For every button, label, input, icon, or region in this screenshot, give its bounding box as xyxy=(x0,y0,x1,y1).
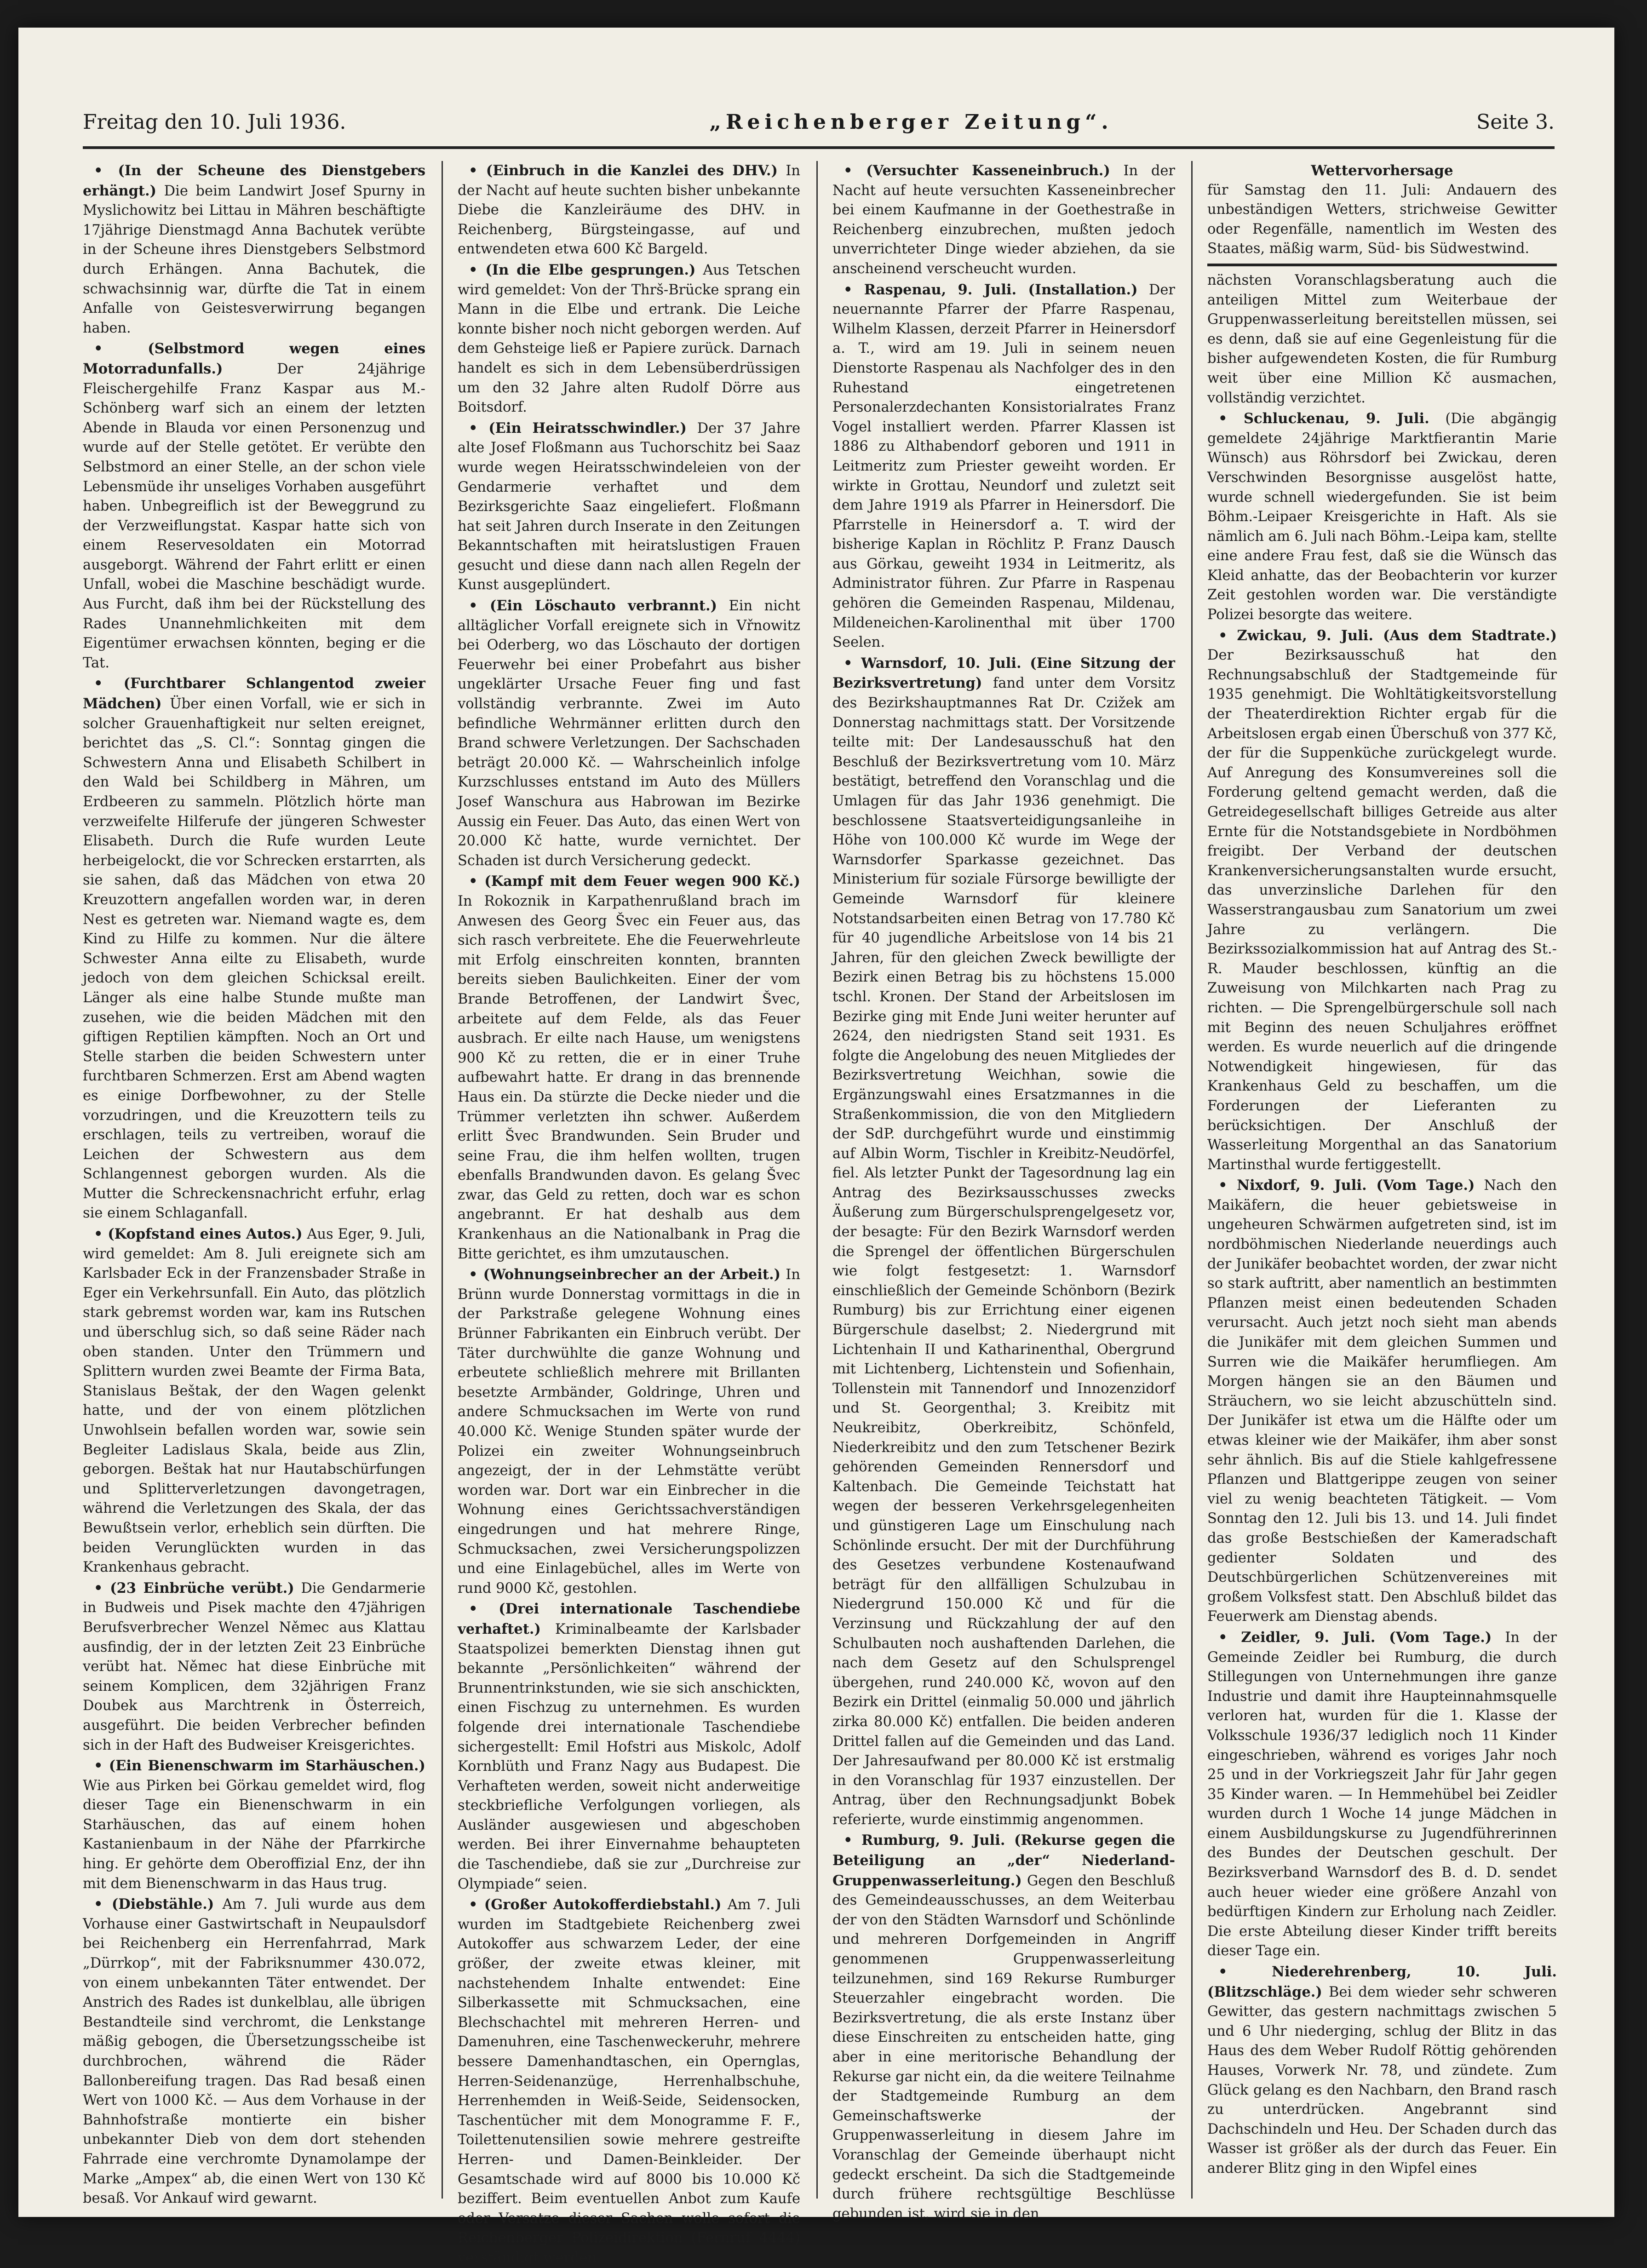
article-heading: • Zeidler, 9. Juli. (Vom Tage.) xyxy=(1218,1629,1492,1646)
news-article xyxy=(1207,1176,1557,1627)
news-article xyxy=(83,674,425,1223)
column-1 xyxy=(83,161,426,2207)
header-rule xyxy=(83,146,1555,149)
article-heading: • (Wohnungseinbrecher an der Arbeit.) xyxy=(469,1266,781,1283)
article-body: Der 37 Jahre alte Josef Floßmann aus Tuchorschitz bei Saaz wurde wegen Heiratsschwindeleien von der Gendarmerie verhaftet und dem Bezirksgerichte Saaz eingeliefert. Floßmann hat seit Jahren durch Inserate in den Zeitungen Bekanntschaften mit heiratslustigen Frauen gesucht und diese dann nach allen Regeln der Kunst ausgeplündert. xyxy=(458,420,801,593)
column-divider xyxy=(442,161,443,2199)
article-body: In der Gemeinde Zeidler bei Rumburg, die durch Stillegungen von Unternehmungen ihre ganze Industrie und damit ihre Haupteinnahmsquelle verloren hat, wurden für die 1. Klasse der Volksschule 1936/37 lediglich noch 11 Kinder eingeschrieben, während es voriges Jahr noch 25 und in der Vorkriegszeit Jahr für Jahr gegen 35 Kinder waren. — In Hemmehübel bei Zeidler wurden durch 1 Woche 14 junge Mädchen in einem Ausbildungskurse zu Jugendführerinnen des Bundes der Deutschen geschult. Der Bezirksverband Warnsdorf des B. d. D. sendet auch heuer wieder eine größere Anzahl von bedürftigen Kindern zur Erholung nach Zeidler. Die erste Abteilung dieser Kinder trifft bereits dieser Tage ein. xyxy=(1207,1629,1557,1959)
article-heading: • (In die Elbe gesprungen.) xyxy=(469,261,696,278)
article-body: Über einen Vorfall, wie er sich in solcher Grauenhaftigkeit nur selten ereignet, berichtet das „S. Cl.“: Sonntag gingen die Schwestern Anna und Elisabeth Schilbert in den Wald bei Schildberg in Mähren, um Erdbeeren zu sammeln. Plötzlich hörte man verzweifelte Hilferufe der jüngeren Schwester Elisabeth. Durch die Rufe wurden Leute herbeigelockt, die vor Schrecken erstarrten, als sie sahen, daß das Mädchen von etwa 20 Kreuzottern angefallen worden war, in deren Nest es getreten war. Niemand wagte es, dem Kind zu Hilfe zu kommen. Nur die ältere Schwester Anna eilte zu Elisabeth, wurde jedoch von dem gleichen Schicksal ereilt. Länger als eine halbe Stunde mußte man zusehen, wie die beiden Mädchen mit den giftigen Reptilien kämpften. Noch an Ort und Stelle starben die beiden Schwestern unter furchtbaren Schmerzen. Erst am Abend wagten es einige Dorfbewohner, zu der Stelle vorzudringen, und die Kreuzottern teils zu erschlagen, teils zu vertreiben, worauf die Leichen der Schwestern aus dem Schlangennest geborgen wurden. Als die Mutter die Schreckensnachricht erfuhr, erlag sie einem Schlaganfall. xyxy=(83,696,425,1222)
column-4 xyxy=(1207,161,1557,2199)
newspaper-title: „Reichenberger Zeitung“. xyxy=(709,110,1113,134)
article-heading: • (23 Einbrüche verübt.) xyxy=(94,1579,294,1596)
article-body: In der Nacht auf heute versuchten Kasseneinbrecher bei einem Kaufmanne in der Goethestraße in Reichenberg einzubrechen, mußten jedoch unverrichteter Dinge wieder abziehen, da sie anscheinend verscheucht wurden. xyxy=(832,163,1175,277)
news-article xyxy=(832,654,1175,1830)
article-body: Der Bezirksausschuß hat den Rechnungsabschluß der Stadtgemeinde für 1935 genehmigt. Die Wohltätigkeitsvorstellung der Theaterdirektion Richter ergab für die Arbeitslosen ergab einen Überschuß von 377 Kč, der für die Suppenküche zurückgelegt wurde. Auf Anregung des Konsumvereines soll die Forderung geltend gemacht werden, daß die Getreidegesellschaft billiges Getreide aus alter Ernte für die Notstandsgebiete in Nordböhmen freigibt. Der Verband der deutschen Krankenversicherungsanstalten wurde ersucht, das unverzinsliche Darlehen für den Wasserstrangausbau zum Sanatorium um zwei Jahre zu verlängern. Die Bezirkssozialkommission hat auf Antrag des St.-R. Mauder beschlossen, künftig an die Zuweisung von Milchkarten nach Prag zu richten. — Die Sprengelbürgerschule soll nach mit Beginn des neuen Schuljahres eröffnet werden. Es wurde neuerlich auf die dringende Notwendigkeit hingewiesen, für das Krankenhaus Geld zu beschaffen, um die Forderungen der Lieferanten zu berücksichtigen. Der Anschluß der Wasserleitung Morgenthal an das Sanatorium Martinsthal wurde fertiggestellt. xyxy=(1207,647,1557,1173)
newspaper-page xyxy=(18,28,1614,2266)
article-heading: • (Ein Heiratsschwindler.) xyxy=(469,419,687,436)
article-body: In Rokoznik in Karpathenrußland brach im Anwesen des Georg Švec ein Feuer aus, das sich rasch verbreitete. Ehe die Feuerwehrleute mit Erfolg einschreiten konnten, brannten bereits sieben Baulichkeiten. Einer der vom Brande Betroffenen, der Landwirt Švec, arbeitete auf dem Felde, als das Feuer ausbrach. Er eilte nach Hause, um wenigstens 900 Kč zu retten, die er in einer Truhe aufbewahrt hatte. Er drang in das brennende Haus ein. Da stürzte die Decke nieder und die Trümmer verletzten ihn schwer. Außerdem erlitt Švec Brandwunden. Sein Bruder und seine Frau, die ihm helfen wollten, trugen ebenfalls Brandwunden davon. Es gelang Švec zwar, das Geld zu retten, doch war es schon angebrannt. Er hat deshalb aus dem Krankenhaus an die Nationalbank in Prag die Bitte gerichtet, es ihm umzutauschen. xyxy=(458,893,800,1262)
weather-rule xyxy=(1207,264,1557,266)
page-number: Seite 3. xyxy=(1476,110,1555,134)
column-3 xyxy=(832,161,1175,2222)
news-article xyxy=(458,161,800,259)
article-heading: • (Diebstähle.) xyxy=(94,1896,214,1913)
article-body: Bei dem wieder sehr schweren Gewitter, das gestern nachmittags zwischen 5 und 6 Uhr niederging, schlug der Blitz in das Haus des dem Weber Rudolf Röttig gehörenden Hauses, Vorwerk Nr. 78, und zündete. Zum Glück gelang es den Nachbarn, den Brand rasch zu unterdrücken. Angebrannt sind Dachschindeln und Heu. Der Schaden durch das Wasser ist größer als der durch das Feuer. Ein anderer Blitz ging in den Wipfel eines xyxy=(1207,1984,1557,2176)
article-heading: • (Selbstmord wegen eines Motorradunfalls.) xyxy=(83,340,425,377)
news-article xyxy=(1207,1962,1557,2179)
article-heading: • Warnsdorf, 10. Juli. (Eine Sitzung der Bezirksvertretung) xyxy=(832,655,1175,692)
news-article xyxy=(458,1895,800,2268)
news-article xyxy=(458,596,800,871)
article-body: Am 7. Juli wurden im Stadtgebiete Reichenberg zwei Autokoffer aus schwarzem Leder, der eine größer, der zweite etwas kleiner, mit nachstehendem Inhalte entwendet: Eine Silberkassette mit Schmucksachen, eine Blechschachtel mit mehreren Herren- und Damenuhren, eine Taschenweckeruhr, mehrere bessere Damenhandtaschen, ein Opernglas, Herren-Seidenanzüge, Herrenhalbschuhe, Herrenhemden in Weiß-Seide, Seidensocken, Taschentücher mit dem Monogramme F. F., Toilettenutensilien sowie mehrere gestreifte Herren- und Damen-Beinkleider. Der Gesamtschade wird auf 8000 bis 10.000 Kč beziffert. Beim eventuellen Anbot zum Kaufe oder Versatze dieser Sachen wolle sofort die Reichenberger Polizeidirektion (Fernruf 4444) verständigt werden. xyxy=(458,1897,800,2266)
news-article xyxy=(458,1265,800,1598)
news-article xyxy=(83,1756,425,1894)
news-article xyxy=(83,1579,425,1755)
news-article xyxy=(458,872,800,1264)
article-heading: • (Großer Autokofferdiebstahl.) xyxy=(469,1896,722,1913)
article-heading: • (In der Scheune des Dienstgebers erhängt.) xyxy=(83,162,425,199)
column-divider xyxy=(816,161,818,2199)
article-body: In der Nacht auf heute suchten bisher unbekannte Diebe die Kanzleiräume des DHV. in Reichenberg, Bürgsteingasse, auf und entwendeten etwa 600 Kč Bargeld. xyxy=(458,163,801,258)
page-header xyxy=(83,103,1555,140)
news-article xyxy=(458,419,800,595)
article-heading: • (Einbruch in die Kanzlei des DHV.) xyxy=(469,162,778,179)
article-body: (Die abgängig gemeldete 24jährige Marktfierantin Marie Wünsch) aus Röhrsdorf bei Zwickau, deren Verschwinden Besorgnisse ausgelöst hatte, wurde schnell wiedergefunden. Sie ist beim Böhm.-Leipaer Kreisgerichte in Haft. Als sie nämlich am 6. Juli nach Böhm.-Leipa kam, stellte eine andere Frau fest, daß sie die Wünsch das Kleid anhatte, das der Beobachterin vor kurzer Zeit gestohlen worden war. Die verständigte Polizei besorgte das weitere. xyxy=(1207,411,1557,623)
article-body: Die Gendarmerie in Budweis und Pisek machte den 47jährigen Berufsverbrecher Wenzel Němec aus Klattau ausfindig, der in der letzten Zeit 23 Einbrüche verübt hat. Němec hat diese Einbrüche mit seinem Komplicen, dem 32jährigen Franz Doubek aus Marchtrenk in Österreich, ausgeführt. Die beiden Verbrecher befinden sich in der Haft des Budweiser Kreisgerichtes. xyxy=(83,1580,425,1753)
news-article xyxy=(458,1599,800,1894)
article-heading: • Schluckenau, 9. Juli. xyxy=(1218,410,1429,427)
article-body: fand unter dem Vorsitz des Bezirkshauptmannes Rat Dr. Czižek am Donnerstag nachmittags statt. Der Vorsitzende teilte mit: Der Landesausschuß hat den Beschluß der Bezirksvertretung vom 10. März bestätigt, betreffend den Voranschlag und die Umlagen für das Jahr 1936 genehmigt. Die beschlossene Staatsverteidigungsanleihe in Höhe von 100.000 Kč wurde im Wege der Warnsdorfer Sparkasse gezeichnet. Das Ministerium für soziale Fürsorge bewilligte der Gemeinde Warnsdorf für kleinere Notstandsarbeiten einen Betrag von 17.780 Kč für 40 jugendliche Arbeitslose von 14 bis 21 Jahren, für den gleichen Zweck bewilligte der Bezirk einen Betrag bis zu höchstens 15.000 tschl. Kronen. Der Stand der Arbeitslosen im Bezirke ging mit Ende Juni weiter herunter auf 2624, den niedrigsten Stand seit 1931. Es folgte die Angelobung des neuen Mitgliedes der Bezirksvertretung Weichhan, sowie die Ergänzungswahl eines Ersatzmannes in die Straßenkommission, die von den Mitgliedern der SdP. durchgeführt wurde und einstimmig auf Albin Worm, Tischler in Kreibitz-Neudörfel, fiel. Als letzter Punkt der Tagesordnung lag ein Antrag des Bezirksausschusses zwecks Äußerung zum Bürgerschulsprengelgesetz vor, der besagte: Für den Bezirk Warnsdorf werden die Sprengel der öffentlichen Bürgerschulen wie folgt festgesetzt: 1. Warnsdorf einschließlich der Gemeinde Schönborn (Bezirk Rumburg) bis zur Errichtung einer eigenen Bürgerschule daselbst; 2. Niedergrund mit Lichtenhain II und Katharinenthal, Obergrund mit Lichtenberg, Lichtenstein und Sofienhain, Tollenstein mit Tannendorf und Innozenzidorf und St. Georgenthal; 3. Kreibitz mit Neukreibitz, Oberkreibitz, Schönfeld, Niederkreibitz und den zum Tetschener Bezirk gehörenden Gemeinden Rennersdorf und Kaltenbach. Die Gemeinde Teichstatt hat wegen der besseren Verkehrsgelegenheiten und günstigeren Lage um Einschulung nach Schönlinde ersucht. Der mit der Durchführung des Gesetzes verbundene Kostenaufwand beträgt für den allfälligen Schulzubau in Niedergrund 150.000 Kč und für die Verzinsung und Rückzahlung der auf den Schulbauten noch aushaftenden Darlehen, die nach dem Gesetz auf den Schulsprengel übergehen, rund 240.000 Kč, wovon auf den Bezirk ein Drittel (einmalig 50.000 und jährlich zirka 80.000 Kč) entfallen. Die beiden anderen Drittel fallen auf die Gemeinden und das Land. Der Jahresaufwand per 80.000 Kč ist erstmalig in den Voranschlag für 1937 einzustellen. Der Antrag, über den Rechnungsadjunkt Bobek referierte, wurde einstimmig angenommen. xyxy=(832,675,1175,1828)
article-continuation: nächsten Voranschlagsberatung auch die anteiligen Mittel zum Weiterbaue der Gruppenwasserleitung bereitstellen müssen, sei es denn, daß sie auf eine Gegenleistung für die bisher aufgewendeten Kosten, die für Rumburg weit über eine Million Kč ausmachen, vollständig verzichtet. xyxy=(1207,272,1557,406)
article-body: Der neuernannte Pfarrer der Pfarre Raspenau, Wilhelm Klassen, derzeit Pfarrer in Heinersdorf a. T., wird am 19. Juli in seinem neuen Dienstorte Raspenau als Nachfolger des in den Ruhestand eingetretenen Personalerzdechanten Konsistorialrates Franz Vogel installiert werden. Pfarrer Klassen ist 1886 zu Althabendorf geboren und 1911 in Leitmeritz zum Priester geweiht worden. Er wirkte in Grottau, Neundorf und zuletzt seit dem Jahre 1919 als Pfarrer in Heinersdorf. Die Pfarrstelle in Heinersdorf a. T. wird der bisherige Kaplan in Röchlitz P. Franz Dausch aus Görkau, geweiht 1934 in Leitmeritz, als Administrator führen. Zur Pfarre in Raspenau gehören die Gemeinden Raspenau, Mildenau, Mildeneichen-Karolinenthal mit über 1700 Seelen. xyxy=(832,281,1175,651)
article-body: Der 24jährige Fleischergehilfe Franz Kaspar aus M.-Schönberg warf sich an einem der letzten Abende in Blauda vor einen Personenzug und wurde auf der Stelle getötet. Er verübte den Selbstmord an einer Stelle, an der schon viele Lebensmüde ihr unseliges Vorhaben ausgeführt haben. Unbegreiflich ist der Beweggrund zu der Verzweiflungstat. Kaspar hatte sich von einem Reservesoldaten ein Motorrad ausgeborgt. Während der Fahrt erlitt er einen Unfall, wobei die Maschine beschädigt wurde. Aus Furcht, daß ihm bei der Rückstellung des Rades Unannehmlichkeiten mit dem Eigentümer erwachsen könnten, beging er die Tat. xyxy=(83,361,425,671)
news-article xyxy=(832,161,1175,279)
article-heading: • Raspenau, 9. Juli. (Installation.) xyxy=(844,281,1138,298)
news-article xyxy=(1207,409,1557,625)
article-body: Am 7. Juli wurde aus dem Vorhause einer Gastwirtschaft in Neupaulsdorf bei Reichenberg ein Herrenfahrrad, Mark „Dürrkop“, mit der Fabriksnummer 430.072, von einem unbekannten Täter entwendet. Der Anstrich des Rades ist dunkelblau, alle übrigen Bestandteile sind verchromt, die Lenkstange mäßig gebogen, die Übersetzungsscheibe ist durchbrochen, während die Räder Ballonbereifung tragen. Das Rad besaß einen Wert von 1000 Kč. — Aus dem Vorhause in der Bahnhofstraße montierte ein bisher unbekannter Dieb von dem dort stehenden Fahrrade eine verchromte Dynamolampe der Marke „Ampex“ ab, die einen Wert von 130 Kč besaß. Vor Ankauf wird gewarnt. xyxy=(83,1896,425,2207)
weather-title: Wettervorhersage xyxy=(1311,162,1453,179)
news-article xyxy=(83,161,425,338)
article-body: In Brünn wurde Donnerstag vormittags in die in der Parkstraße gelegene Wohnung eines Brünner Fabrikanten ein Einbruch verübt. Der Täter durchwühlte die ganze Wohnung und erbeutete schließlich mehrere mit Brillanten besetzte Armbänder, Goldringe, Uhren und andere Schmucksachen im Werte von rund 40.000 Kč. Wenige Stunden später wurde der Polizei ein zweiter Wohnungseinbruch angezeigt, der in der Lehmstätte verübt worden war. Dort war ein Einbrecher in die Wohnung eines Gerichtssachverständigen eingedrungen und hat mehrere Ringe, Schmucksachen, zwei Versicherungspolizzen und eine Einlagebüchel, alles im Werte von rund 9000 Kč, gestohlen. xyxy=(458,1267,800,1596)
news-article xyxy=(83,1224,425,1578)
article-heading: • Niederehrenberg, 10. Juli. (Blitzschläge.) xyxy=(1207,1964,1557,2000)
news-article xyxy=(83,339,425,673)
article-heading: • (Kampf mit dem Feuer wegen 900 Kč.) xyxy=(469,873,800,890)
news-article xyxy=(1207,626,1557,1175)
article-heading: • Nixdorf, 9. Juli. (Vom Tage.) xyxy=(1218,1177,1475,1194)
article-heading: • (Kopfstand eines Autos.) xyxy=(94,1226,303,1243)
column-divider xyxy=(1191,161,1193,2199)
news-article xyxy=(83,1895,425,2209)
article-heading: • (Drei internationale Taschendiebe verhaftet.) xyxy=(458,1601,800,1637)
article-heading: • (Furchtbarer Schlangentod zweier Mädchen) xyxy=(83,675,425,712)
news-article xyxy=(458,260,800,418)
news-article xyxy=(832,1831,1175,2224)
article-body: Ein nicht alltäglicher Vorfall ereignete sich in Vřnowitz bei Oderberg, wo das Löschauto der dortigen Feuerwehr bei einer Probefahrt aus bisher ungeklärter Ursache Feuer fing und fast vollständig verbrannte. Zwei im Auto befindliche Wehrmänner erlitten durch den Brand schwere Verletzungen. Der Sachschaden beträgt 20.000 Kč. — Wahrscheinlich infolge Kurzschlusses entstand im Auto des Müllers Josef Wanschura aus Habrowan im Bezirke Aussig ein Feuer. Das Auto, das einen Wert von 20.000 Kč hatte, wurde vernichtet. Der Schaden ist durch Versicherung gedeckt. xyxy=(458,598,800,869)
article-body: Nach den Maikäfern, die heuer gebietsweise in ungeheuren Schwärmen aufgetreten sind, ist im nordböhmischen Niederlande neuerdings auch der Junikäfer beobachtet worden, der zwar nicht so stark auftritt, aber namentlich an bestimmten Pflanzen meist einen bedeutenden Schaden verursacht. Auch jetzt noch sieht man abends die Junikäfer mit dem gleichen Summen und Surren wie die Maikäfer herumfliegen. Am Morgen hängen sie an den Bäumen und Sträuchern, wo sie leicht abzuschütteln sind. Der Junikäfer ist etwa um die Hälfte oder um etwas kleiner wie der Maikäfer, ihm aber sonst sehr ähnlich. Bis auf die Stiele kahlgefressene Pflanzen und Blattgerippe zeugen von seiner viel zu wenig beachteten Tätigkeit. — Vom Sonntag den 12. Juli bis 13. und 14. Juli findet das große Bestschießen der Kameradschaft gedienter Soldaten und des Deutschbürgerlichen Schützenvereines mit großem Volksfest statt. Den Abschluß bildet das Feuerwerk am Dienstag abends. xyxy=(1207,1177,1557,1625)
article-heading: • (Ein Löschauto verbrannt.) xyxy=(469,597,717,614)
news-article xyxy=(832,280,1175,653)
article-body: Wie aus Pirken bei Görkau gemeldet wird, flog dieser Tage ein Bienenschwarm in ein Starhäuschen, das auf einem hohen Kastanienbaum in der Nähe der Pfarrkirche hing. Er gehörte dem Oberoffizial Enz, der ihn mit dem Bienenschwarm in das Haus trug. xyxy=(83,1777,425,1892)
weather-forecast: für Samstag den 11. Juli: Andauern des unbeständigen Wetters, strichweise Gewitter oder Regenfälle, namentlich im Westen des Staates, mäßig warm, Süd- bis Südwestwind. xyxy=(1207,182,1557,257)
issue-date: Freitag den 10. Juli 1936. xyxy=(83,110,346,134)
article-heading: • (Ein Bienenschwarm im Starhäuschen.) xyxy=(94,1757,425,1774)
article-body: Gegen den Beschluß des Gemeindeausschusses, an dem Weiterbau der von den Städten Warnsdorf und Schönlinde und mehreren Dorfgemeinden in Angriff genommenen Gruppenwasserleitung teilzunehmen, sind 169 Rekurse Rumburger Steuerzahler eingebracht worden. Die Bezirksvertretung, die als erste Instanz über diese Einschreiten zu entscheiden hatte, ging aber in eine meritorische Behandlung der Rekurse gar nicht ein, da die weitere Teilnahme der Stadtgemeinde Rumburg an dem Gemeinschaftswerke der Gruppenwasserleitung in diesem Jahre im Voranschlag der Gemeinde überhaupt nicht gedeckt erscheint. Da sich die Stadtgemeinde durch frühere rechtsgültige Beschlüsse gebunden ist, wird sie in den xyxy=(832,1872,1175,2222)
article-heading: • (Versuchter Kasseneinbruch.) xyxy=(844,162,1110,179)
article-body: Aus Tetschen wird gemeldet: Von der Thrš-Brücke sprang ein Mann in die Elbe und ertrank. Die Leiche konnte bisher noch nicht geborgen werden. Auf dem Gehsteige ließ er Papiere zurück. Darnach handelt es sich in dem Lebensüberdrüssigen um den 32 Jahre alten Rudolf Dörre aus Boitsdorf. xyxy=(458,262,800,416)
article-body: Die beim Landwirt Josef Spurny in Myslichowitz bei Littau in Mähren beschäftigte 17jährige Dienstmagd Anna Bachutek verübte in der Scheune ihres Dienstgebers Selbstmord durch Erhängen. Anna Bachutek, die schwachsinnig war, dürfte die Tat in einem Anfalle von Geistesverwirrung begangen haben. xyxy=(83,183,425,336)
article-heading: • Zwickau, 9. Juli. (Aus dem Stadtrate.) xyxy=(1218,627,1557,644)
article-heading: • Rumburg, 9. Juli. (Rekurse gegen die Beteiligung an „der“ Niederland-Gruppenwasserleitung.) xyxy=(832,1832,1175,1889)
article-body: Kriminalbeamte der Karlsbader Staatspolizei bemerkten Dienstag ihnen gut bekannte „Persönlichkeiten“ während der Brunnentrinkstunden, wie sie sich anschickten, einen Fischzug zu unternehmen. Es wurden folgende drei internationale Taschendiebe sichergestellt: Emil Hofstri aus Miskolc, Adolf Kornblüth und Franz Nagy aus Budapest. Die Verhafteten werden, soweit nicht anderweitige steckbriefliche Verfolgungen vorliegen, als Ausländer ausgewiesen und abgeschoben werden. Bei ihrer Einvernahme behaupteten die Taschendiebe, daß sie zur „Durchreise zur Olympiade“ seien. xyxy=(458,1621,800,1892)
column-2 xyxy=(458,161,801,2266)
news-article xyxy=(1207,1628,1557,1961)
article-body: Aus Eger, 9. Juli, wird gemeldet: Am 8. Juli ereignete sich am Karlsbader Eck in der Franzensbader Straße in Eger ein Verkehrsunfall. Ein Auto, das plötzlich stark gebremst worden war, kam ins Rutschen und überschlug sich, so daß seine Räder nach oben standen. Unter den Trümmern und Splittern wurden zwei Beamte der Firma Bata, Stanislaus Beštak, der den Wagen gelenkt hatte, und der von einem plötzlichen Unwohlsein befallen worden war, sowie sein Begleiter Ladislaus Skala, beide aus Zlin, geborgen. Beštak hat nur Hautabschürfungen und Splitterverletzungen davongetragen, während die Verletzungen des Skala, der das Bewußtsein verlor, erheblich sein dürften. Die beiden Verunglückten wurden in das Krankenhaus gebracht. xyxy=(83,1226,426,1576)
